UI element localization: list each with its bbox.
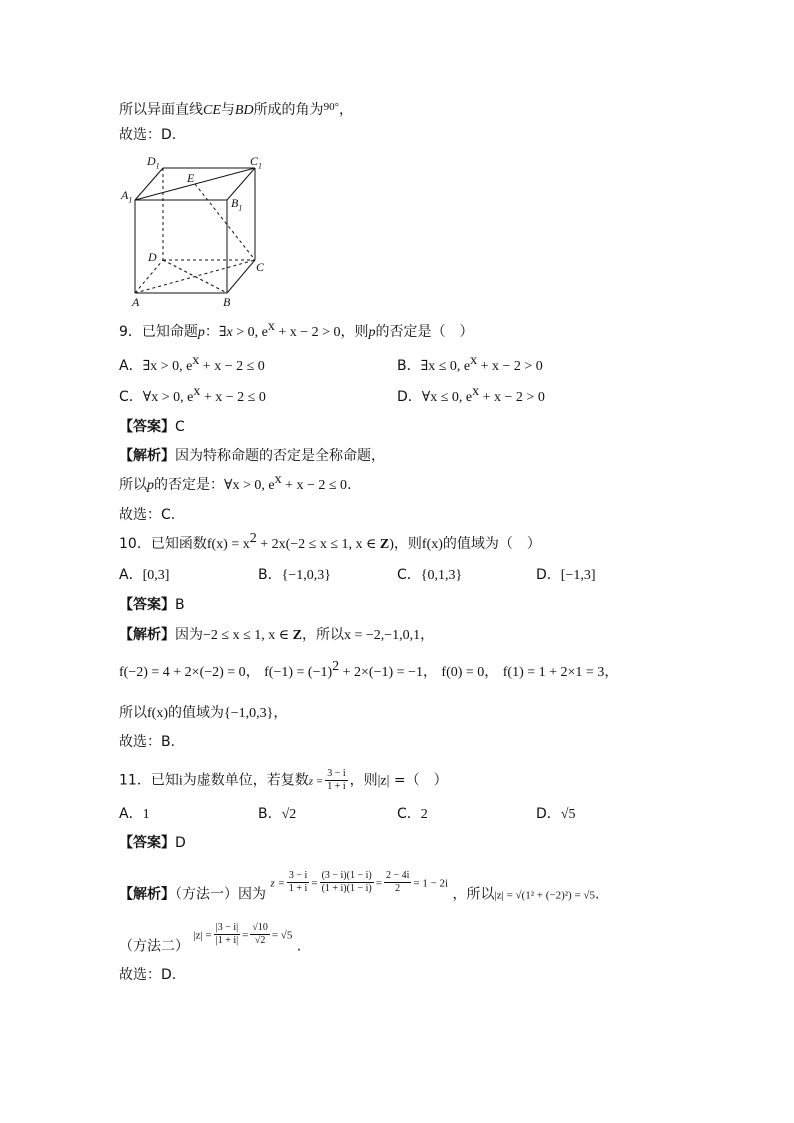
label-a1: $A_1$ bbox=[121, 188, 133, 205]
q9-explanation-1: 【解析】因为特称命题的否定是全称命题， bbox=[119, 448, 385, 464]
cube-figure bbox=[115, 150, 275, 310]
q9-final: 故选：C. bbox=[119, 507, 176, 523]
q9-option-d: D．∀x ≤ 0, $e^x + x - 2 > 0$ bbox=[397, 384, 545, 405]
q11-option-d: D．√5 bbox=[536, 806, 576, 822]
q9-answer: 【答案】C bbox=[119, 419, 185, 435]
math-bd: BD bbox=[234, 103, 254, 118]
text: 所成的角为 bbox=[253, 102, 324, 118]
q9-explanation-2: 所以p的否定是：∀x > 0, $e^x + x - 2 \le 0$. bbox=[119, 472, 352, 493]
q10-explanation-1: 【解析】因为−2 ≤ x ≤ 1, x ∈ Z，所以x = −2,−1,0,1， bbox=[119, 627, 435, 643]
q11-answer: 【答案】D bbox=[119, 835, 186, 851]
q10-answer: 【答案】B bbox=[119, 597, 185, 613]
label-c1: $C_1$ bbox=[250, 154, 263, 171]
q9-option-a: A．∃x > 0, $e^x + x - 2 \le 0$ bbox=[119, 353, 265, 374]
math-angle: 90° bbox=[323, 101, 339, 113]
text: ， bbox=[338, 102, 353, 118]
q10-stem: 10．已知函数$f(x) = x^2 + 2x(-2 \le x \le 1$, x ∈ Z)，则f(x)的值域为（ ） bbox=[119, 531, 541, 552]
text: 与 bbox=[220, 102, 235, 118]
label-c: C bbox=[256, 260, 265, 274]
q11-explanation-2: （方法二） |z| = $\frac{|3 - i|}{|1 + i|}$ = $\frac{√10}{√2}$ = √5 . bbox=[119, 922, 302, 955]
fraction: $\frac{3 - i}{1 + i}$ bbox=[327, 768, 346, 792]
q11-option-c: C．2 bbox=[397, 806, 428, 822]
q9-option-c: C．∀x > 0, $e^x + x - 2 \le 0$ bbox=[119, 384, 266, 405]
edge-a1d1 bbox=[135, 168, 163, 200]
conclusion-line bbox=[119, 98, 353, 120]
label-b: B bbox=[223, 295, 231, 309]
q9-option-b: B．∃x ≤ 0, $e^x + x - 2 > 0$ bbox=[397, 353, 543, 374]
q11-option-a: A．1 bbox=[119, 806, 150, 822]
q11-explanation-1: 【解析】（方法一）因为 z = $\frac{3 - i}{1 + i}$ = $\frac{(3 - i)(1 - i)}{(1 + i)(1 - i)}$ = $\frac{2 - 4i}{2}$ = 1 − 2i ，所以|z| = √(1² + (−2)²) = √5. bbox=[119, 870, 600, 903]
label-d: D bbox=[148, 250, 157, 264]
hidden-segment-ec bbox=[195, 184, 255, 260]
q11-stem: 11．已知i为虚数单位，若复数z = $\frac{3 - i}{1 + i}$ ，则|z| =（ ） bbox=[119, 768, 448, 792]
label-e: E bbox=[187, 171, 195, 185]
text: 所以异面直线 bbox=[119, 102, 203, 118]
math-ce: CE bbox=[203, 103, 221, 118]
q11-option-b: B．√2 bbox=[258, 806, 297, 822]
q10-explanation-3: 所以f(x)的值域为{−1,0,3}， bbox=[119, 705, 288, 721]
answer-line-8: 故选：D. bbox=[119, 127, 177, 143]
q10-option-a: A．[0,3] bbox=[119, 567, 170, 583]
label-a: A bbox=[132, 295, 140, 309]
q10-option-d: D．[−1,3] bbox=[536, 567, 596, 583]
q10-final: 故选：B. bbox=[119, 734, 176, 750]
label-d1: $D_1$ bbox=[147, 154, 160, 171]
q10-explanation-2: f(−2) = 4 + 2×(−2) = 0， $f(-1) = (-1)^2 + 2\times(-1) = -1$， f(0) = 0， f(1) = 1 + 2×1 = 3， bbox=[119, 659, 619, 680]
q9-stem: 9．已知命题p：∃x > 0, $e^x + x - 2 > 0$，则p的否定是（ ） bbox=[119, 319, 474, 340]
q11-final: 故选：D. bbox=[119, 967, 177, 983]
label-b1: $B_1$ bbox=[231, 196, 243, 213]
edge-bc bbox=[227, 260, 255, 293]
q10-option-c: C．{0,1,3} bbox=[397, 567, 463, 583]
q10-option-b: B．{−1,0,3} bbox=[258, 567, 331, 583]
